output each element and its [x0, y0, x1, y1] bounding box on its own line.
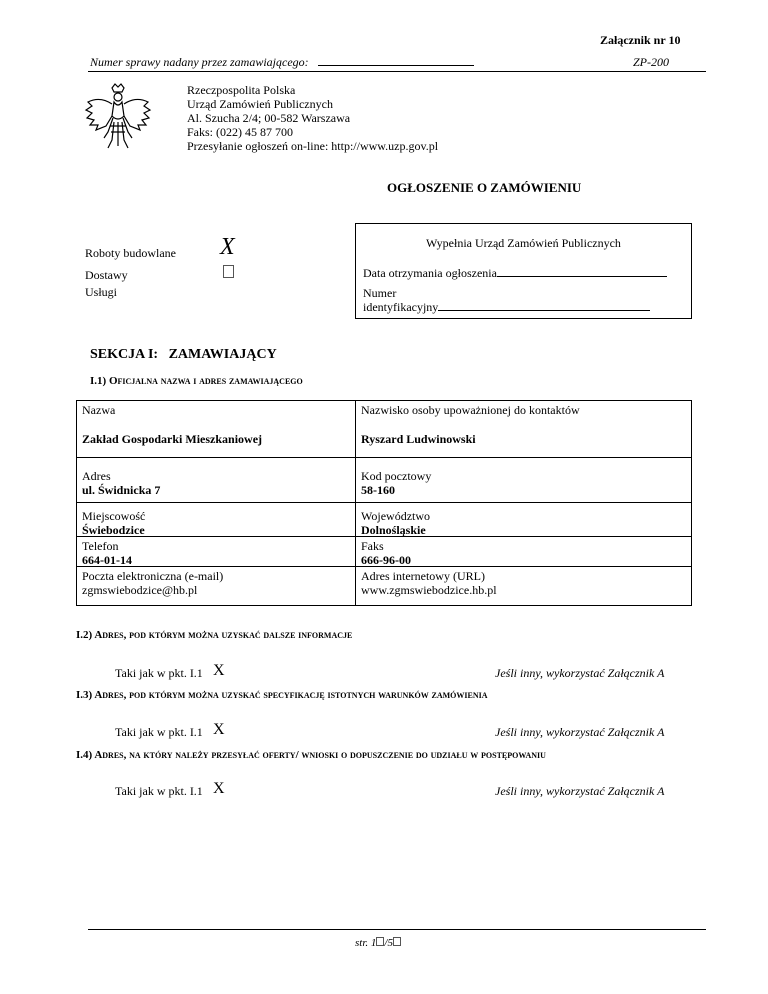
- id-number-label-2: identyfikacyjny: [363, 300, 439, 314]
- attachment-label: Załącznik nr 10: [600, 33, 681, 47]
- page-number-sep: /: [384, 937, 388, 949]
- issuer-line: Al. Szucha 2/4; 00-582 Warszawa: [187, 111, 351, 125]
- header-divider: [88, 71, 706, 72]
- table-cell-postal: [355, 457, 692, 503]
- order-type-services-label: Usługi: [85, 285, 118, 299]
- case-number-label: [90, 55, 474, 70]
- cell-value: 664-01-14: [82, 553, 132, 567]
- same-as-label: Taki jak w pkt. I.1: [115, 784, 203, 798]
- cell-label: Faks: [361, 539, 384, 553]
- issuer-line: Urząd Zamówień Publicznych: [187, 97, 333, 111]
- same-as-label: Taki jak w pkt. I.1: [115, 666, 203, 680]
- cell-label: Województwo: [361, 509, 431, 523]
- id-number-row: [363, 286, 650, 314]
- table-cell-city: [76, 502, 356, 537]
- same-as-label: Taki jak w pkt. I.1: [115, 725, 203, 739]
- cell-label: Nazwa: [82, 403, 116, 417]
- page-number-current: 1: [370, 937, 377, 949]
- same-as-mark[interactable]: X: [213, 721, 225, 738]
- cell-value: ul. Świdnicka 7: [82, 483, 161, 497]
- table-cell-province: [355, 502, 692, 537]
- case-number-label-text: Numer sprawy nadany przez zamawiającego:: [90, 55, 309, 69]
- else-note: Jeśli inny, wykorzystać Załącznik A: [495, 784, 665, 798]
- subsection-title: I.1) Oficjalna nazwa i adres zamawiającego: [90, 375, 303, 387]
- subsection-title: I.2) Adres, pod którym można uzyskać dalsze informacje: [76, 629, 353, 641]
- order-type-supplies-checkbox[interactable]: [223, 265, 234, 278]
- issuer-line: Przesyłanie ogłoszeń on-line: http://www.uzp.gov.pl: [187, 139, 439, 153]
- issuer-line: Rzeczpospolita Polska: [187, 83, 296, 97]
- received-date-label: Data otrzymania ogłoszenia: [363, 266, 497, 280]
- else-note: Jeśli inny, wykorzystać Załącznik A: [495, 666, 665, 680]
- cell-label: Kod pocztowy: [361, 469, 432, 483]
- page-number-label: str.: [355, 937, 369, 949]
- order-type-supplies-label: Dostawy: [85, 268, 128, 282]
- issuer-line: Faks: (022) 45 87 700: [187, 125, 293, 139]
- cell-value: Dolnośląskie: [361, 523, 426, 537]
- cell-value: Zakład Gospodarki Mieszkaniowej: [82, 432, 263, 446]
- cell-value: 58-160: [361, 483, 395, 497]
- same-as-mark[interactable]: X: [213, 662, 225, 679]
- order-type-works-label: Roboty budowlane: [85, 246, 176, 260]
- eagle-emblem-icon: [82, 82, 154, 152]
- cell-label: Adres: [82, 469, 111, 483]
- order-type-works-mark[interactable]: X: [220, 234, 235, 260]
- office-use-box: [355, 223, 692, 319]
- page-number-total: 5: [387, 937, 393, 949]
- case-number-field[interactable]: [318, 65, 474, 66]
- id-number-label-1: Numer: [363, 286, 397, 300]
- cell-value: Świebodzice: [82, 523, 145, 537]
- cell-label: Miejscowość: [82, 509, 146, 523]
- page-title: OGŁOSZENIE O ZAMÓWIENIU: [387, 180, 582, 195]
- table-cell-name: [76, 400, 356, 458]
- page-number: [355, 937, 401, 949]
- received-date-field[interactable]: [497, 276, 667, 277]
- same-as-mark[interactable]: X: [213, 780, 225, 797]
- office-box-title: Wypełnia Urząd Zamówień Publicznych: [426, 236, 621, 250]
- table-cell-fax: [355, 536, 692, 567]
- table-cell-url: [355, 566, 692, 606]
- page-field-box: [393, 937, 401, 946]
- cell-value: Ryszard Ludwinowski: [361, 432, 476, 446]
- cell-value: zgmswiebodzice@hb.pl: [82, 583, 198, 597]
- id-number-field[interactable]: [438, 310, 650, 311]
- subsection-title: I.3) Adres, pod którym można uzyskać specyfikację istotnych warunków zamówienia: [76, 689, 488, 701]
- cell-label: Nazwisko osoby upoważnionej do kontaktów: [361, 403, 580, 417]
- form-code: ZP-200: [633, 55, 669, 69]
- cell-label: Telefon: [82, 539, 119, 553]
- else-note: Jeśli inny, wykorzystać Załącznik A: [495, 725, 665, 739]
- cell-label: Poczta elektroniczna (e-mail): [82, 569, 224, 583]
- table-cell-phone: [76, 536, 356, 567]
- cell-label: Adres internetowy (URL): [361, 569, 485, 583]
- section-title: SEKCJA I: ZAMAWIAJĄCY: [90, 347, 277, 362]
- table-cell-contact: [355, 400, 692, 458]
- footer-divider: [88, 929, 706, 930]
- received-date-row: [363, 266, 667, 281]
- table-cell-email: [76, 566, 356, 606]
- subsection-title: I.4) Adres, na który należy przesyłać oferty/ wnioski o dopuszczenie do udziału w postępowaniu: [76, 749, 546, 761]
- issuer-block: [187, 83, 438, 153]
- table-cell-address: [76, 457, 356, 503]
- cell-value: www.zgmswiebodzice.hb.pl: [361, 583, 497, 597]
- cell-value: 666-96-00: [361, 553, 411, 567]
